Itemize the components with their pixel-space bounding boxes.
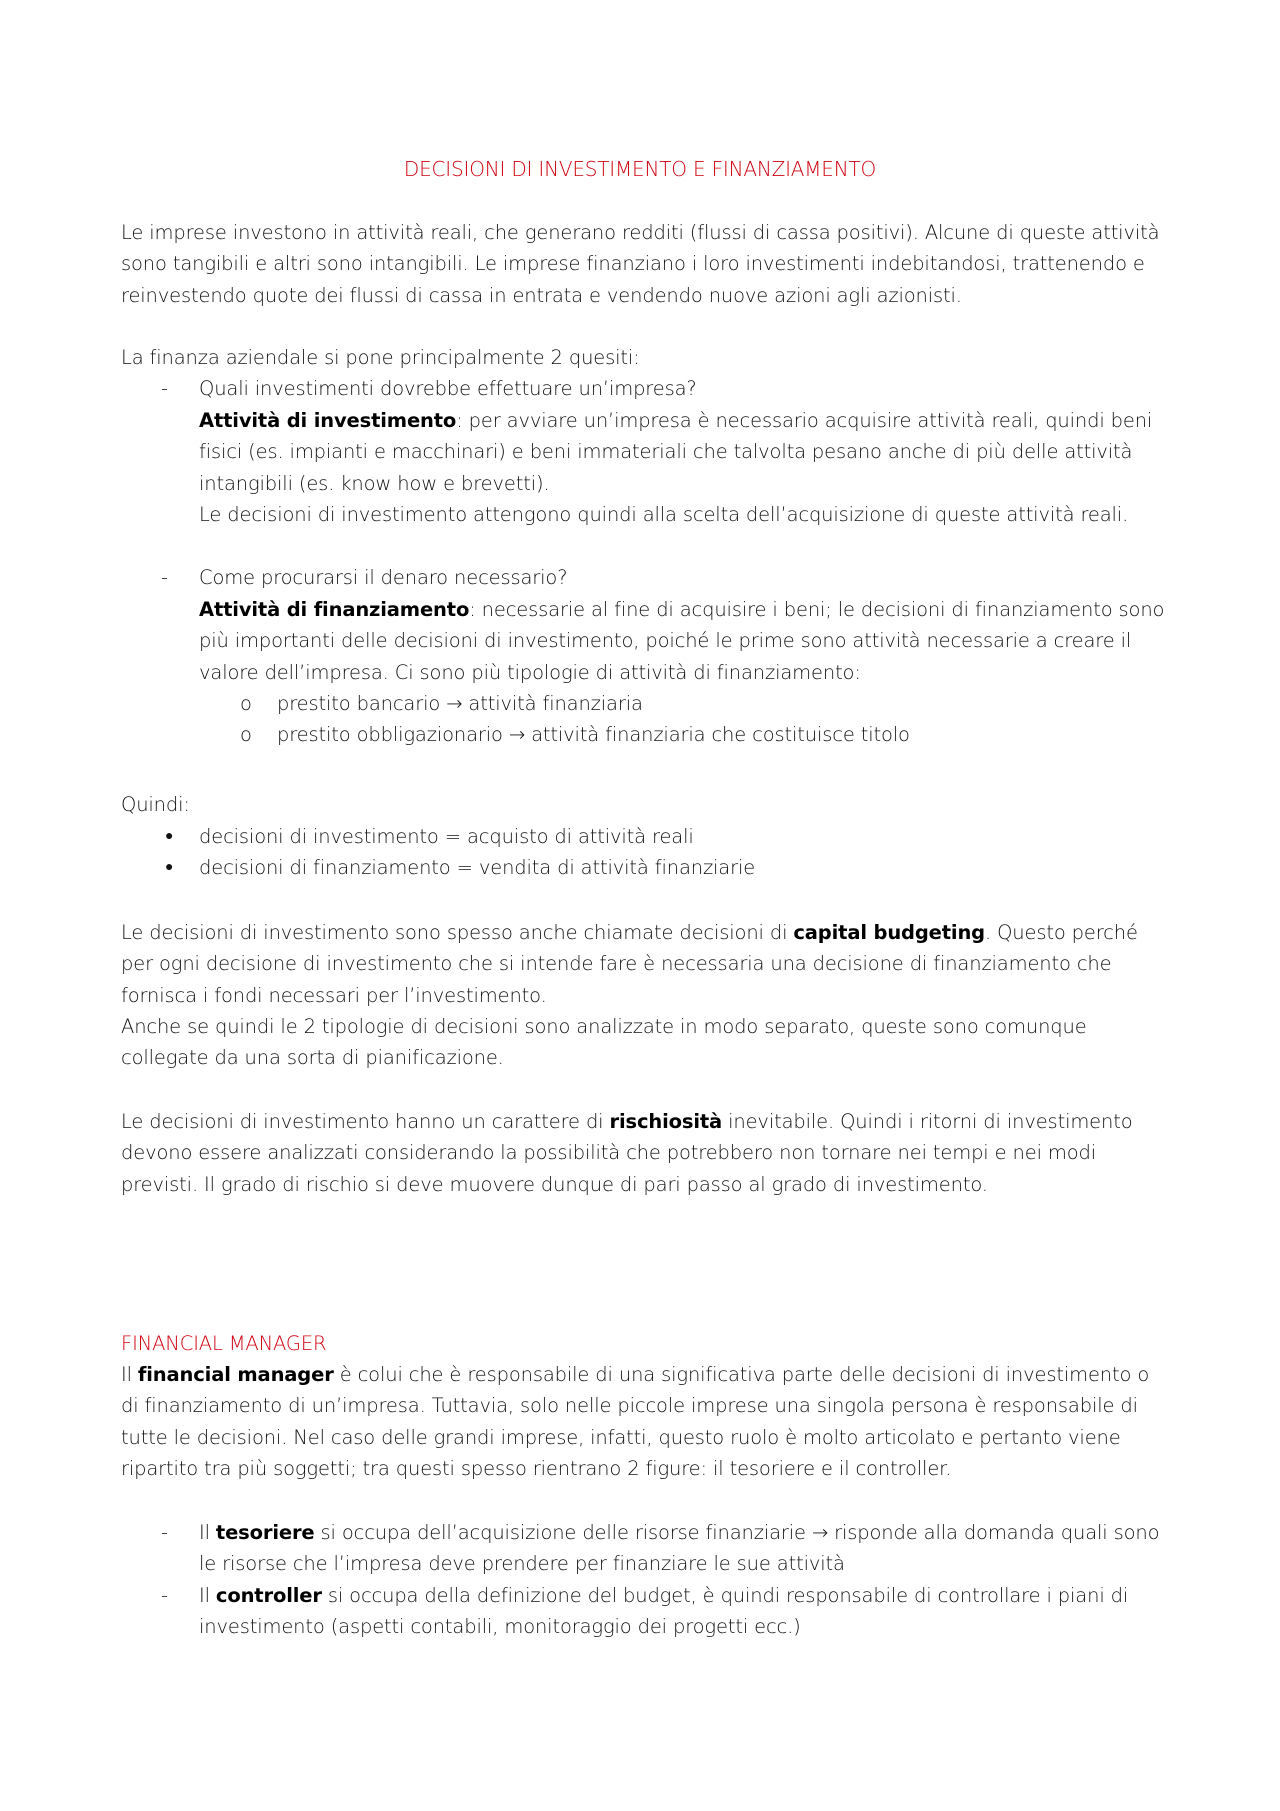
sub-list-marker: o bbox=[240, 723, 252, 746]
fm-text-before: Il bbox=[121, 1363, 138, 1386]
fm-text-after: è colui che è responsabile di una significativa parte delle decisioni di investimento o di finanziamento di un’impresa. Tuttavia, solo nelle piccole imprese una singola persona è responsabile di tutte le decisioni. Nel caso delle grandi imprese, infatti, questo ruolo è molto articolato e pertanto viene ripartito tra più soggetti; tra questi spesso rientrano 2 figure: il tesoriere e il controller. bbox=[121, 1363, 1150, 1481]
risk-paragraph bbox=[121, 1106, 1166, 1200]
questions-intro: La finanza aziendale si pone principalmente 2 quesiti: bbox=[121, 346, 640, 369]
term-capital-budgeting: capital budgeting bbox=[793, 921, 985, 944]
sub-list-marker: o bbox=[240, 692, 252, 715]
investment-activity-definition bbox=[199, 405, 1167, 499]
dash-marker: - bbox=[161, 377, 169, 400]
document-title: DECISIONI DI INVESTIMENTO E FINANZIAMENTO bbox=[403, 157, 877, 181]
summary-label: Quindi: bbox=[121, 793, 190, 816]
financing-activity-definition bbox=[199, 594, 1167, 688]
capital-budgeting-paragraph bbox=[121, 917, 1166, 1011]
capital-budgeting-text-before: Le decisioni di investimento sono spesso anche chiamate decisioni di bbox=[121, 921, 794, 944]
term-rischiosita: rischiosità bbox=[609, 1110, 723, 1133]
role-controller-after: si occupa della definizione del budget, è quindi responsabile di controllare i piani di investimento (aspetti contabili, monitoraggio dei progetti ecc.) bbox=[199, 1584, 1129, 1639]
risk-text-before: Le decisioni di investimento hanno un carattere di bbox=[121, 1110, 610, 1133]
summary-item-finanziamento: decisioni di finanziamento = vendita di attività finanziarie bbox=[199, 856, 756, 879]
dash-marker: - bbox=[161, 1584, 169, 1607]
capital-budgeting-text-after: . Questo perché per ogni decisione di investimento che si intende fare è necessaria una decisione di finanziamento che fornisca i fondi necessari per l’investimento. bbox=[121, 921, 1138, 1007]
dash-marker: - bbox=[161, 1521, 169, 1544]
question-1: Quali investimenti dovrebbe effettuare un’impresa? bbox=[199, 377, 697, 400]
term-controller: controller bbox=[215, 1584, 322, 1607]
intro-paragraph: Le imprese investono in attività reali, che generano redditi (flussi di cassa positivi). Alcune di queste attività sono tangibili e altri sono intangibili. Le imprese finanziano i loro investimenti indebitandosi, trattenendo e reinvestendo quote dei flussi di cassa in entrata e vendendo nuove azioni agli azionisti. bbox=[121, 221, 1160, 307]
term-tesoriere: tesoriere bbox=[215, 1521, 315, 1544]
question-2: Come procurarsi il denaro necessario? bbox=[199, 566, 568, 589]
financial-manager-paragraph bbox=[121, 1359, 1166, 1485]
planning-paragraph: Anche se quindi le 2 tipologie di decisioni sono analizzate in modo separato, queste sono comunque collegate da una sorta di pianificazione. bbox=[121, 1015, 1087, 1070]
term-attivita-investimento: Attività di investimento bbox=[199, 409, 457, 432]
investment-definition-text: : per avviare un’impresa è necessario acquisire attività reali, quindi beni fisici (es. impianti e macchinari) e beni immateriali che talvolta pesano anche di più delle attività intangibili (es. know how e brevetti). bbox=[199, 409, 1153, 495]
dash-marker: - bbox=[161, 566, 169, 589]
term-attivita-finanziamento: Attività di finanziamento bbox=[199, 598, 470, 621]
sub-item-prestito-bancario: prestito bancario → attività finanziaria bbox=[277, 692, 643, 715]
summary-item-investimento: decisioni di investimento = acquisto di attività reali bbox=[199, 825, 694, 848]
term-financial-manager: financial manager bbox=[137, 1363, 334, 1386]
bullet-marker: ● bbox=[165, 859, 174, 875]
financial-manager-heading: FINANCIAL MANAGER bbox=[121, 1332, 327, 1355]
sub-item-prestito-obbligazionario: prestito obbligazionario → attività finanziaria che costituisce titolo bbox=[277, 723, 910, 746]
role-tesoriere bbox=[199, 1517, 1167, 1580]
bullet-marker: ● bbox=[165, 828, 174, 844]
investment-note: Le decisioni di investimento attengono quindi alla scelta dell’acquisizione di queste attività reali. bbox=[199, 503, 1129, 526]
risk-text-after: inevitabile. Quindi i ritorni di investimento devono essere analizzati considerando la possibilità che potrebbero non tornare nei tempi e nei modi previsti. Il grado di rischio si deve muovere dunque di pari passo al grado di investimento. bbox=[121, 1110, 1133, 1196]
role-controller bbox=[199, 1580, 1167, 1643]
role-tesoriere-before: Il bbox=[199, 1521, 216, 1544]
role-controller-before: Il bbox=[199, 1584, 216, 1607]
role-tesoriere-after: si occupa dell’acquisizione delle risorse finanziarie → risponde alla domanda quali sono le risorse che l’impresa deve prendere per finanziare le sue attività bbox=[199, 1521, 1160, 1576]
financing-definition-text: : necessarie al fine di acquisire i beni; le decisioni di finanziamento sono più importanti delle decisioni di investimento, poiché le prime sono attività necessarie a creare il valore dell’impresa. Ci sono più tipologie di attività di finanziamento: bbox=[199, 598, 1165, 684]
